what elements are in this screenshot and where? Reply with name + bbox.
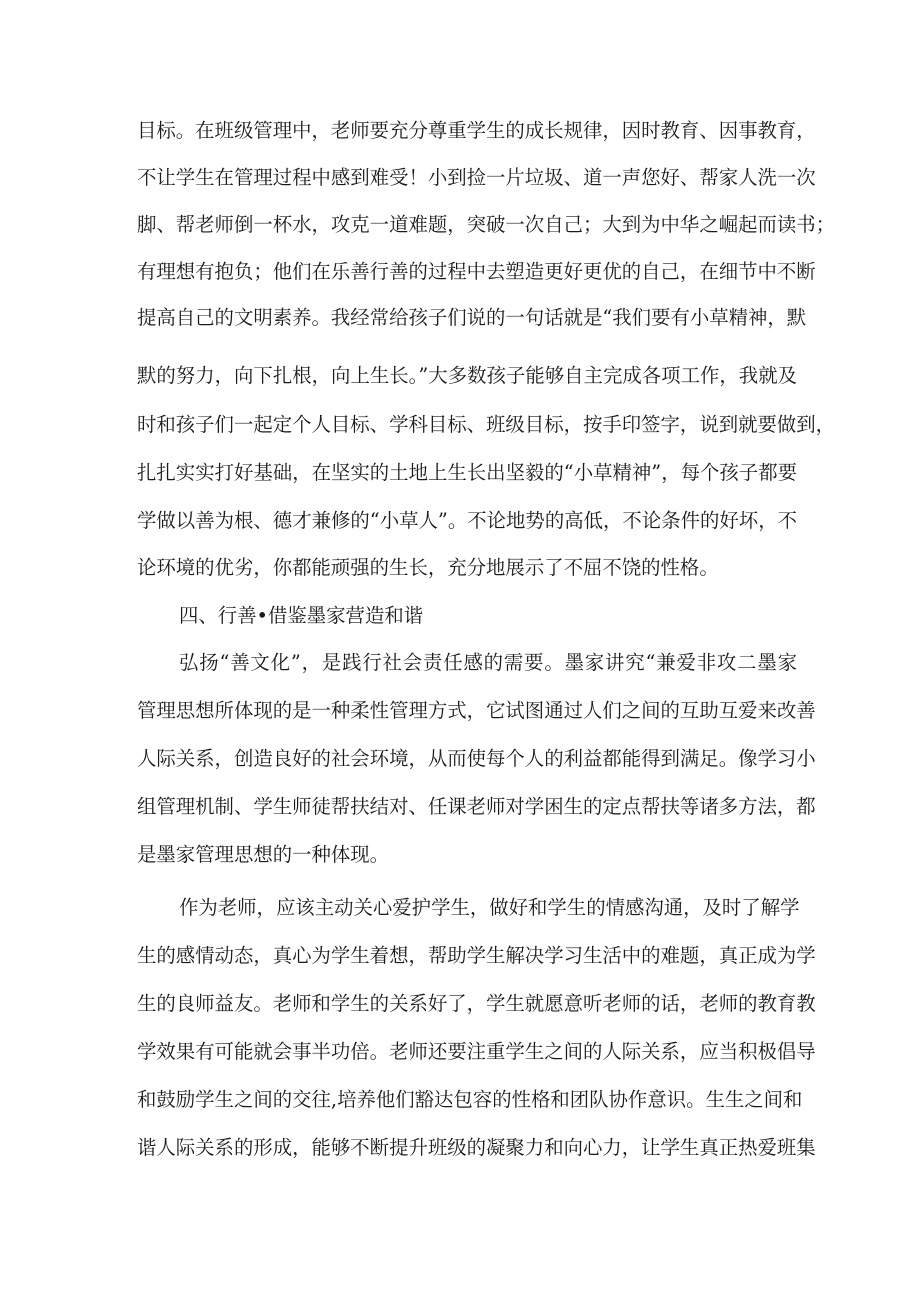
text-line: 目标。在班级管理中，老师要充分尊重学生的成长规律，因时教育、因事教育， [137, 119, 816, 142]
section-heading: 四、行善•借鉴墨家营造和谐 [179, 604, 424, 627]
text-line: 时和孩子们一起定个人目标、学科目标、班级目标，按手印签字，说到就要做到， [137, 413, 836, 436]
text-line: 提高自己的文明素养。我经常给孩子们说的一句话就是“我们要有小草精神，默 [137, 306, 807, 329]
text-line: 扎扎实实打好基础，在坚实的土地上生长出坚毅的“小草精神”，每个孩子都要 [137, 461, 797, 484]
text-line: 生的良师益友。老师和学生的关系好了，学生就愿意听老师的话，老师的教育教 [137, 992, 816, 1015]
text-line: 管理思想所体现的是一种柔性管理方式，它试图通过人们之间的互助互爱来改善 [137, 699, 816, 722]
text-line: 不让学生在管理过程中感到难受！小到捡一片垃圾、道一声您好、帮家人洗一次 [137, 166, 816, 189]
text-line: 生的感情动态，真心为学生着想，帮助学生解决学习生活中的难题，真正成为学 [137, 944, 816, 967]
text-line: 脚、帮老师倒一杯水，攻克一道难题，突破一次自己；大到为中华之崛起而读书； [137, 213, 836, 236]
text-line: 组管理机制、学生师徒帮扶结对、任课老师对学困生的定点帮扶等诸多方法，都 [137, 795, 816, 818]
text-line: 谐人际关系的形成，能够不断提升班级的凝聚力和向心力，让学生真正热爱班集 [137, 1136, 816, 1159]
text-line: 学做以善为根、德才兼修的“小草人”。不论地势的高低，不论条件的好坏，不 [137, 509, 797, 532]
text-line: 有理想有抱负；他们在乐善行善的过程中去塑造更好更优的自己，在细节中不断 [137, 260, 816, 283]
text-line: 默的努力，向下扎根，向上生长。”大多数孩子能够自主完成各项工作，我就及 [137, 364, 797, 387]
text-line: 弘扬“善文化”，是践行社会责任感的需要。墨家讲究“兼爱非攻二墨家 [179, 651, 797, 674]
text-line: 学效果有可能就会事半功倍。老师还要注重学生之间的人际关系，应当积极倡导 [137, 1040, 816, 1063]
text-line: 论环境的优劣，你都能顽强的生长，充分地展示了不屈不饶的性格。 [137, 556, 719, 579]
text-line: 作为老师，应该主动关心爱护学生，做好和学生的情感沟通，及时了解学 [179, 896, 800, 919]
text-line: 是墨家管理思想的一种体现。 [137, 843, 390, 866]
text-line: 和鼓励学生之间的交往,培养他们豁达包容的性格和团队协作意识。生生之间和 [137, 1088, 803, 1111]
text-line: 人际关系，创造良好的社会环境，从而使每个人的利益都能得到满足。像学习小 [137, 747, 816, 770]
